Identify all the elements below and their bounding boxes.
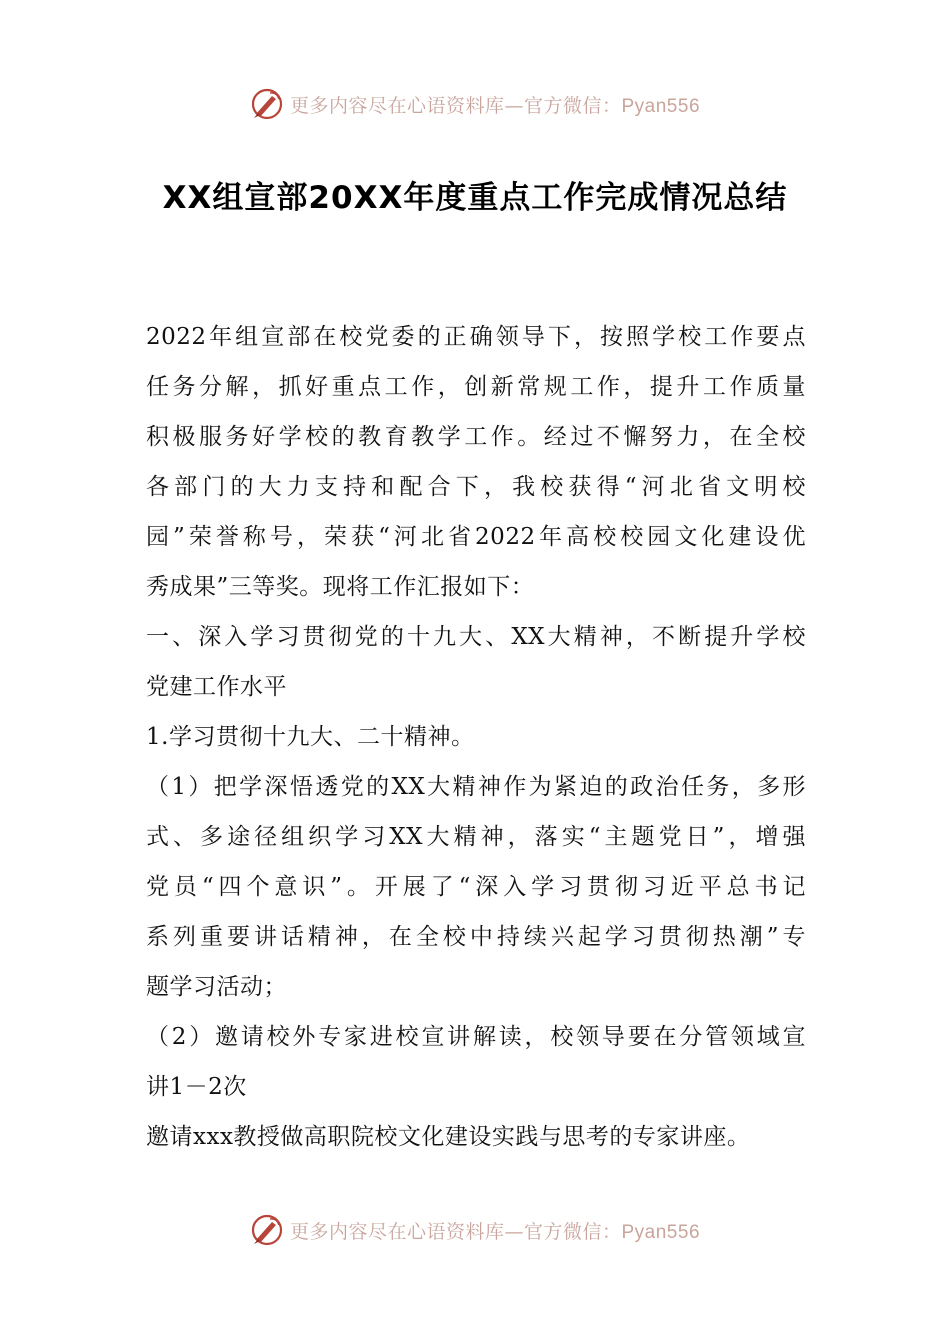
document-title: XX组宣部20XX年度重点工作完成情况总结	[162, 180, 788, 216]
watermark-text	[290, 91, 700, 118]
header-watermark	[0, 84, 950, 124]
watermark-wechat-id: Pyan556	[621, 1221, 701, 1243]
body-line: 秀成果”三等奖。现将工作汇报如下：	[146, 574, 535, 600]
watermark-separator: —	[504, 94, 524, 117]
watermark-site-text: 更多内容尽在心语资料库	[289, 94, 505, 117]
watermark-separator: —	[504, 1220, 524, 1243]
body-line: 题学习活动；	[146, 974, 287, 1000]
body-line: 积极服务好学校的教育教学工作。经过不懈努力，在全校	[146, 424, 806, 450]
watermark-wechat-label: 官方微信：	[523, 1220, 622, 1243]
watermark-text	[290, 1217, 700, 1244]
body-line: 任务分解，抓好重点工作，创新常规工作，提升工作质量	[146, 374, 806, 400]
body-line: 2022年组宣部在校党委的正确领导下，按照学校工作要点	[146, 324, 806, 350]
subsection-heading: 1.学习贯彻十九大、二十精神。	[146, 724, 475, 750]
body-line: 各部门的大力支持和配合下，我校获得“河北省文明校	[146, 474, 806, 500]
body-line: 邀请xxx教授做高职院校文化建设实践与思考的专家讲座。	[146, 1124, 751, 1150]
watermark-site-text: 更多内容尽在心语资料库	[289, 1220, 505, 1243]
body-line: 园”荣誉称号，荣获“河北省2022年高校校园文化建设优	[146, 524, 806, 550]
section-heading-line: 一、深入学习贯彻党的十九大、XX大精神，不断提升学校	[146, 624, 806, 650]
section-heading-line: 党建工作水平	[146, 674, 287, 700]
pen-logo-icon	[250, 87, 284, 121]
body-line: 党员“四个意识”。开展了“深入学习贯彻习近平总书记	[146, 874, 806, 900]
body-line: 式、多途径组织学习XX大精神，落实“主题党日”，增强	[146, 824, 806, 850]
pen-logo-icon	[250, 1213, 284, 1247]
watermark-wechat-id: Pyan556	[621, 95, 701, 117]
footer-watermark	[0, 1210, 950, 1250]
watermark-wechat-label: 官方微信：	[523, 94, 622, 117]
body-line: 讲1－2次	[146, 1074, 247, 1100]
body-line: （1）把学深悟透党的XX大精神作为紧迫的政治任务，多形	[146, 774, 806, 800]
document-body	[146, 312, 806, 1162]
body-line: （2）邀请校外专家进校宣讲解读，校领导要在分管领域宣	[146, 1024, 806, 1050]
body-line: 系列重要讲话精神，在全校中持续兴起学习贯彻热潮”专	[146, 924, 806, 950]
